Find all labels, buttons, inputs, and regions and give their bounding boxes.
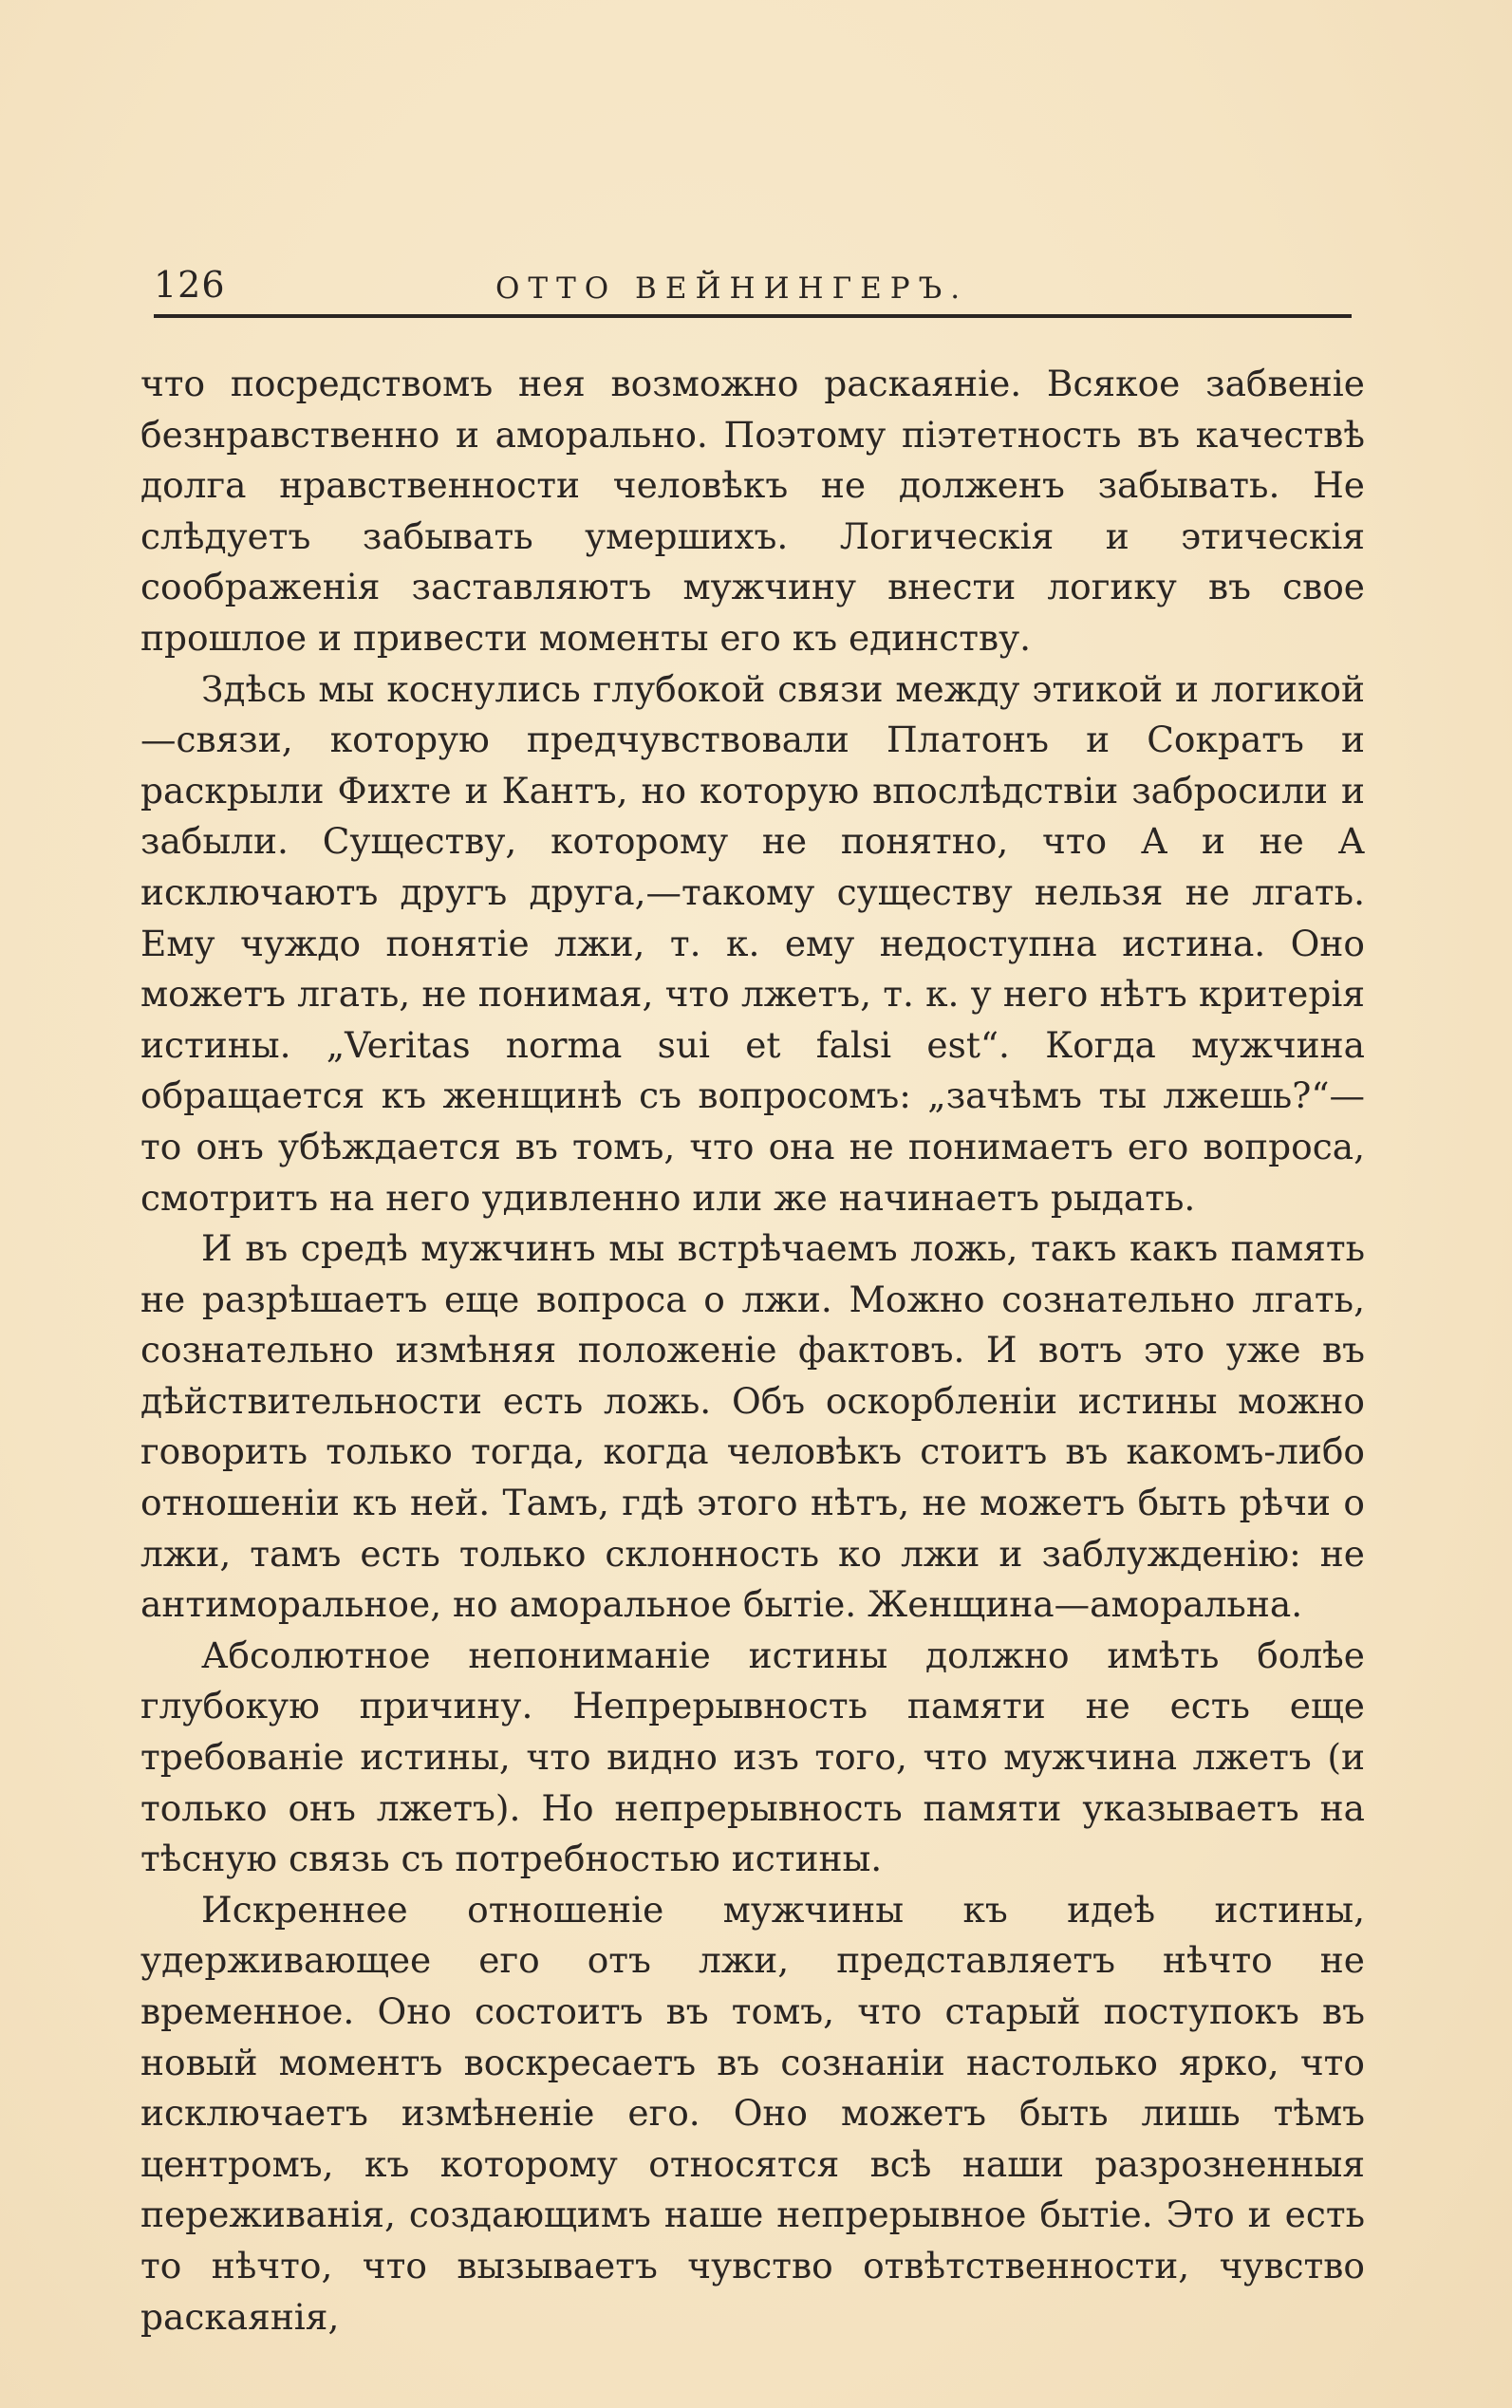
page-header <box>154 258 1352 315</box>
page-number: 126 <box>154 264 226 306</box>
paragraph-continuation: что посредствомъ нея возможно раскаяніе. Всякое забвеніе безнравственно и аморально. Поэтому піэтетность въ качествѣ долга нравственности человѣкъ не долженъ забывать. Не слѣдуетъ забывать умершихъ. Логическія и этическія соображенія заставляютъ мужчину внести логику въ свое прошлое и привести моменты его къ единству. <box>140 363 1365 659</box>
running-head: ОТТО ВЕЙНИНГЕРЪ. <box>495 271 969 306</box>
paragraph: И въ средѣ мужчинъ мы встрѣчаемъ ложь, такъ какъ память не разрѣшаетъ еще вопроса о лжи. Можно сознательно лгать, сознательно измѣняя положеніе фактовъ. И вотъ это уже въ дѣйствительности есть ложь. Объ оскорбленіи истины можно говорить только тогда, когда человѣкъ стоитъ въ какомъ-либо отношеніи къ ней. Тамъ, гдѣ этого нѣтъ, не можетъ быть рѣчи о лжи, тамъ есть только склонность ко лжи и заблужденію: не антиморальное, но аморальное бытіе. Женщина—аморальна. <box>140 1227 1365 1626</box>
paragraph: Искреннее отношеніе мужчины къ идеѣ истины, удерживающее его отъ лжи, представляетъ нѣчто не временное. Оно состоитъ въ томъ, что старый поступокъ въ новый моментъ воскресаетъ въ сознаніи настолько ярко, что исключаетъ измѣненіе его. Оно можетъ быть лишь тѣмъ центромъ, къ которому относятся всѣ наши разрозненныя переживанія, создающимъ наше непрерывное бытіе. Это и есть то нѣчто, что вызываетъ чувство отвѣтственности, чувство раскаянія, <box>140 1888 1365 2338</box>
paragraph: Абсолютное непониманіе истины должно имѣть болѣе глубокую причину. Непрерывность памяти не есть еще требованіе истины, что видно изъ того, что мужчина лжетъ (и только онъ лжетъ). Но непрерывность памяти указываетъ на тѣсную связь съ потребностью истины. <box>140 1633 1365 1880</box>
header-rule <box>154 314 1352 318</box>
body-text <box>140 359 1365 2343</box>
paragraph: Здѣсь мы коснулись глубокой связи между этикой и логикой—связи, которую предчувствовали Платонъ и Сократъ и раскрыли Фихте и Кантъ, но которую впослѣдствіи забросили и забыли. Существу, которому не понятно, что А и не А исключаютъ другъ друга,—такому существу нельзя не лгать. Ему чуждо понятіе лжи, т. к. ему недоступна истина. Оно можетъ лгать, не понимая, что лжетъ, т. к. у него нѣтъ критерія истины. „Veritas norma sui et falsi est“. Когда мужчина обращается къ женщинѣ съ вопросомъ: „зачѣмъ ты лжешь?“—то онъ убѣждается въ томъ, что она не понимаетъ его вопроса, смотритъ на него удивленно или же начинаетъ рыдать. <box>140 667 1365 1219</box>
